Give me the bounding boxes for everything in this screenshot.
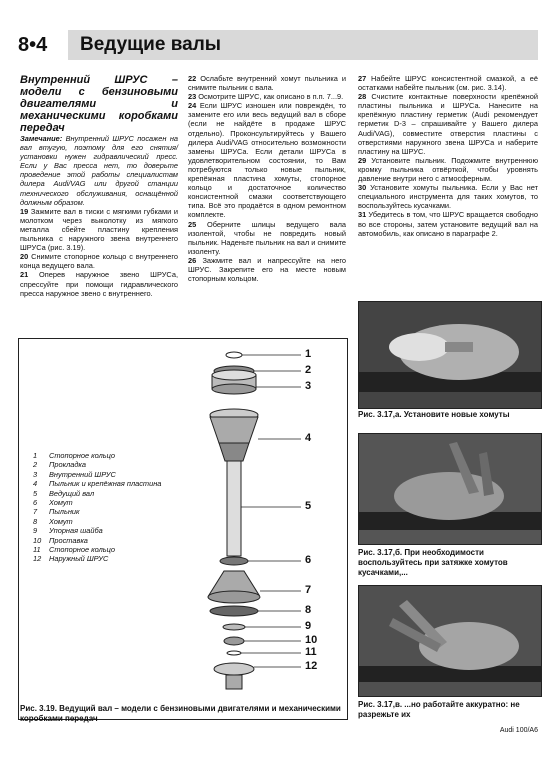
driveshaft-exploded-diagram xyxy=(18,338,348,720)
step-text: Счистите контактные поверхности крепёжной пластины пыльника и ШРУСа. Нанесите на крепёжную пластину герметик (Audi рекомендует герметик D-3 – спрашивайте у Вашего дилера Audi/VAG), совместите отверстия пластины с отверстиями наружного звена ШРУСа и наберите пластину на ШРУС. xyxy=(358,92,538,156)
legend-item: 1 Стопорное кольцо xyxy=(33,451,115,460)
step-number: 23 xyxy=(188,92,197,102)
clip-part-8 xyxy=(210,606,258,616)
spacer-part xyxy=(224,637,244,645)
chapter-title: Ведущие валы xyxy=(80,34,221,55)
legend-item: 8 Хомут xyxy=(33,516,73,526)
footer-model-label: Audi 100/A6 xyxy=(499,727,538,734)
step-26 xyxy=(188,256,346,283)
step-23 xyxy=(188,92,346,101)
step-text: Установите хомуты пыльника. Если у Вас нет специального инструмента для таких хомутов, то воспользуйтесь кусачками. xyxy=(358,183,538,211)
step-text: Установите пыльник. Подожмите внутреннюю кромку пыльника отвёрткой, чтобы уровнять давление внутри него с атмосферным. xyxy=(358,155,538,184)
section-title: Внутренний ШРУС – модели с бензиновыми двигателями и механическими коробками передач xyxy=(20,74,178,134)
legend-item: 11 Стопорное кольцо xyxy=(33,545,115,555)
step-number: 26 xyxy=(188,255,197,265)
step-19 xyxy=(20,207,178,252)
step-21 xyxy=(20,270,178,297)
step-text: Ослабьте внутренний хомут пыльника и снимите пыльник с вала. xyxy=(188,74,346,93)
legend-item: 6 Хомут xyxy=(33,498,73,508)
step-text: Зажмите вал в тиски с мягкими губками и молотком через выколотку из мягкого металла сбейте пластину крепления пыльника с наружного звена внутреннего ШРУСа (рис. 3.19). xyxy=(20,206,179,253)
step-31 xyxy=(358,210,538,237)
callout-10: 10 xyxy=(305,634,318,646)
step-number: 29 xyxy=(358,155,367,165)
outer-cv-joint-part xyxy=(214,663,254,675)
step-22 xyxy=(188,74,346,92)
careful-pliers-photo-image xyxy=(359,586,541,696)
step-24 xyxy=(188,101,346,219)
step-30 xyxy=(358,183,538,210)
photo-caption-c: Рис. 3.17,в. ...но работайте аккуратно: не разрежьте их xyxy=(358,700,520,719)
text-column-3 xyxy=(358,74,538,238)
note-paragraph xyxy=(20,134,178,207)
step-text: Зажмите вал и напрессуйте на него ШРУС. Закрепите его на месте новым стопорным кольцом. xyxy=(188,255,346,284)
circlip-part-11 xyxy=(227,651,241,655)
step-25 xyxy=(188,220,346,256)
step-29 xyxy=(358,156,538,183)
legend-item: 3 Внутренний ШРУС xyxy=(33,469,116,479)
photo-install-clips xyxy=(358,301,542,409)
step-text: Осмотрите ШРУС, как описано в п.п. 7...9. xyxy=(198,92,344,102)
step-number: 30 xyxy=(358,183,367,193)
callout-5: 5 xyxy=(305,500,312,512)
step-number: 22 xyxy=(188,74,197,83)
legend-item: 7 Пыльник xyxy=(33,507,80,517)
exploded-parts-drawing xyxy=(19,339,347,719)
header-band xyxy=(68,30,538,60)
legend-item: 9 Упорная шайба xyxy=(33,526,103,536)
callout-12: 12 xyxy=(305,660,318,672)
step-number: 27 xyxy=(358,74,367,83)
step-27 xyxy=(358,74,538,92)
step-20 xyxy=(20,252,178,270)
photo-caption-b: Рис. 3.17,б. При необходимости воспользуйтесь при затяжке хомутов кусачками,... xyxy=(358,548,508,577)
callout-3: 3 xyxy=(305,380,312,392)
step-text: Оберните шлицы ведущего вала изолентой, чтобы не повредить новый пыльник. Наденьте пыльник на вал и снимите изоленту. xyxy=(188,219,346,256)
legend-item: 5 Ведущий вал xyxy=(33,488,95,498)
note-text: Внутренний ШРУС посажен на вал втугую, поэтому для его снятия/установки нужен гидравлический пресс. Если у Вас пресса нет, то доверьте проведение этой работы специалистам дилера Audi/VAG или другой станции технического обслуживания, оснащённой должным образом. xyxy=(20,134,178,207)
pliers-photo-image xyxy=(359,434,541,544)
step-text: Снимите стопорное кольцо с внутреннего конца ведущего вала. xyxy=(20,252,178,271)
step-number: 25 xyxy=(188,219,197,229)
legend-item: 12 Наружный ШРУС xyxy=(33,554,109,564)
callout-2: 2 xyxy=(305,364,312,376)
step-28 xyxy=(358,92,538,156)
step-number: 28 xyxy=(358,92,367,102)
step-number: 20 xyxy=(20,252,29,262)
step-number: 24 xyxy=(188,101,197,111)
shaft-part xyxy=(227,461,241,556)
legend-item: 2 Прокладка xyxy=(33,460,87,470)
callout-9: 9 xyxy=(305,620,312,632)
photo-caption-a: Рис. 3.17,а. Установите новые хомуты xyxy=(358,410,510,419)
callout-8: 8 xyxy=(305,604,312,616)
photo-pliers-clips xyxy=(358,433,542,545)
thrust-washer-part xyxy=(223,624,245,630)
callout-4: 4 xyxy=(305,432,312,444)
step-number: 21 xyxy=(20,270,29,280)
page-header xyxy=(18,30,538,64)
circlip-part xyxy=(226,352,242,358)
callout-6: 6 xyxy=(305,554,312,566)
hands-boot-photo-image xyxy=(359,302,541,408)
figure-caption-3-19: Рис. 3.19. Ведущий вал – модели с бензиновыми двигателями и механическими коробками передач xyxy=(20,704,341,723)
step-number: 19 xyxy=(20,206,29,216)
text-column-1 xyxy=(20,74,178,298)
callout-11: 11 xyxy=(305,646,317,658)
legend-item: 4 Пыльник и крепёжная пластина xyxy=(33,479,162,489)
clip-part-6 xyxy=(220,557,248,565)
note-label: Замечание: xyxy=(20,134,63,143)
text-column-2 xyxy=(188,74,346,283)
step-text: Если ШРУС изношен или повреждён, то замените его или весь ведущий вал в сборе (если не найдёте в продаже ШРУС отдельно). Проконсультируйтесь у Вашего дилера Audi/VAG относительно возможности замены ШРУСа. Если детали ШРУСа в удовлетворительном состоянии, то Вам потребуются только новые пыльник, крепёжная пластина хомуты, стопорное кольцо и достаточное количество консистентной смазки соответствующего типа. Всё это продаётся в одном ремонтном комплекте. xyxy=(188,101,346,220)
step-number: 31 xyxy=(358,210,367,220)
step-text: Убедитесь в том, что ШРУС вращается свободно во все стороны, затем установите ведущий вал на автомобиль, как описано в параграфе 2. xyxy=(358,210,538,238)
step-text: Набейте ШРУС консистентной смазкой, а её остатками набейте пыльник (см. рис. 3.14). xyxy=(358,74,538,93)
legend-item: 10 Проставка xyxy=(33,535,88,545)
callout-1: 1 xyxy=(305,348,312,360)
photo-careful-clips xyxy=(358,585,542,697)
callout-7: 7 xyxy=(305,584,312,596)
page-number: 8•4 xyxy=(18,34,48,56)
step-text: Оперев наружное звено ШРУСа, спрессуйте при помощи гидравлического пресса наружное звено с внутреннего. xyxy=(20,270,178,298)
